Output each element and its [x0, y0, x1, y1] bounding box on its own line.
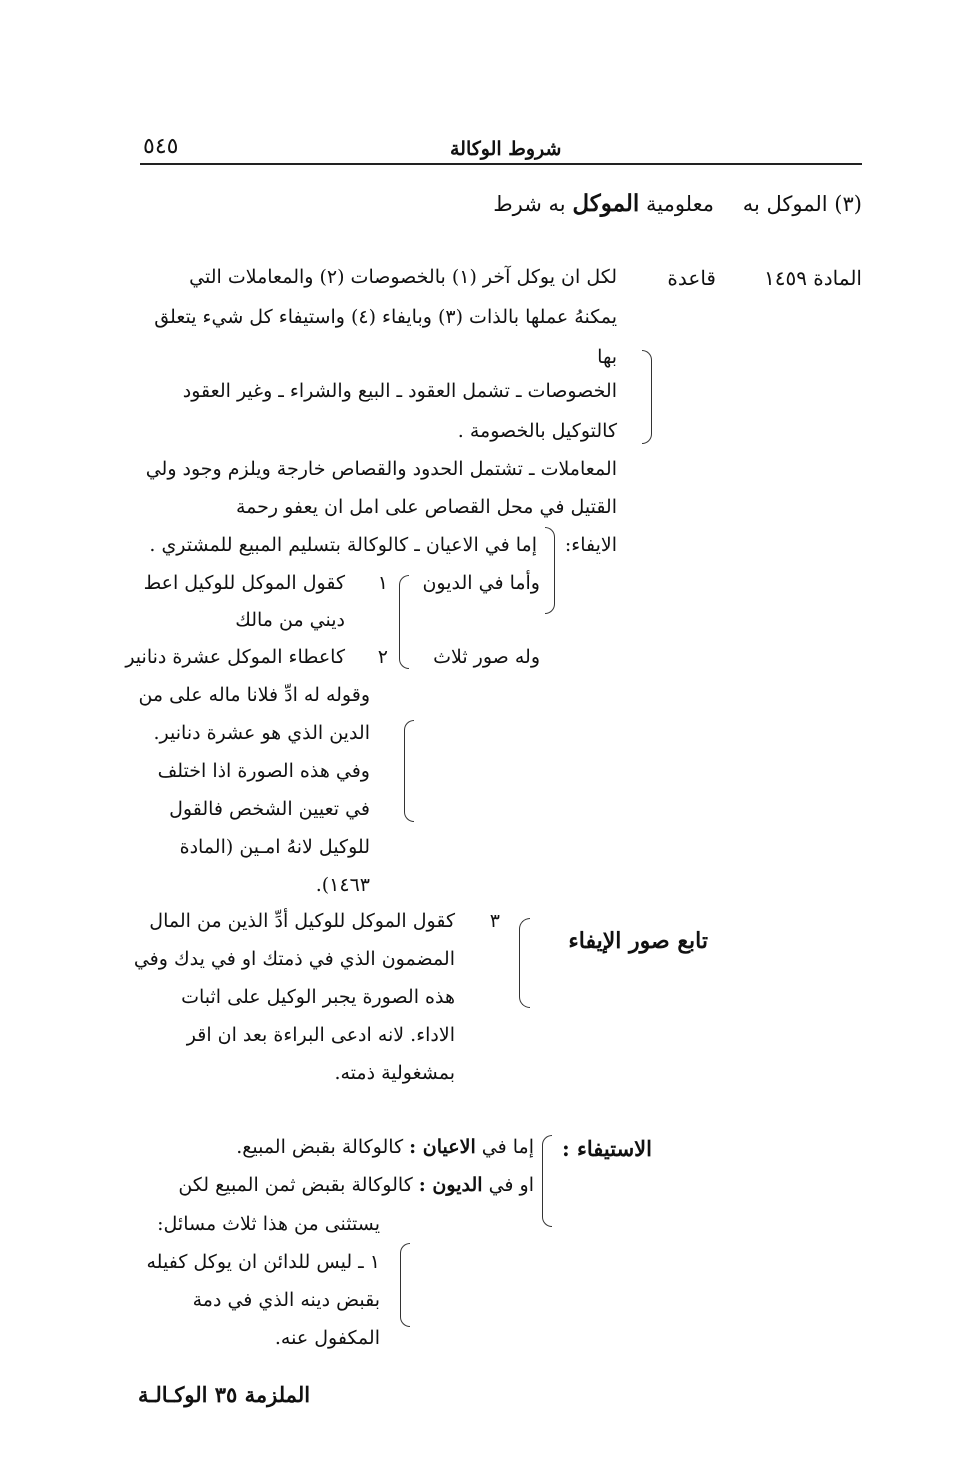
article-line: يمكنهُ عملها بالذات (٣) وبايفاء (٤) واستيفاء كل شيء يتعلق — [154, 306, 617, 328]
brace — [642, 350, 652, 444]
istifa-duyun-word: الديون : — [418, 1174, 483, 1196]
brace — [404, 720, 414, 822]
istifa-line: بقبض دينه الذي في دمة — [192, 1289, 380, 1311]
brace — [545, 527, 555, 614]
section-text-bold: الموكل — [572, 190, 640, 217]
istifa-label: الاستيفاء : — [561, 1136, 652, 1161]
section-text-a: معلومية — [645, 192, 714, 216]
brace — [400, 1243, 410, 1327]
muamalat-line: القتيل في محل القصاص على امل ان يعفو رحمة — [235, 496, 617, 518]
brace — [399, 575, 409, 669]
brace — [542, 1135, 552, 1227]
istifa-line: يستثنى من هذا ثلاث مسائل: — [157, 1213, 380, 1235]
ifa-suwar: وله صور ثلاث — [433, 646, 540, 668]
tabi-line: هذه الصورة يجبر الوكيل على اثبات — [181, 986, 455, 1008]
ifa-duyun: وأما في الديون — [422, 572, 540, 594]
tabi-number: ٣ — [489, 910, 500, 932]
istifa-line: ١ ـ ليس للدائن ان يوكل كفيله — [146, 1251, 380, 1273]
tabi-line: الاداء. لانه ادعى البراءة بعد ان اقر — [186, 1024, 455, 1046]
ifa-case-line: الدين الذي هو عشرة دنانير. — [153, 722, 370, 744]
article-label: المادة ١٤٥٩ — [763, 266, 862, 290]
istifa-aayan-text: كالوكالة بقبض المبيع. — [236, 1136, 404, 1158]
ifa-case-line: وقوله له ادِّ فلانا ماله على من — [138, 684, 370, 706]
khusumat-line: الخصوصات ـ تشمل العقود ـ البيع والشراء ـ وغير العقود — [182, 380, 617, 402]
ifa-case-number: ١ — [377, 572, 388, 594]
page-number: ٥٤٥ — [143, 134, 179, 159]
section-label: (٣) الموكل به — [742, 192, 862, 216]
ifa-aayan: إما في الاعيان ـ كالوكالة بتسليم المبيع للمشتري . — [149, 534, 537, 556]
ifa-case-line: ديني من مالك — [235, 609, 345, 631]
section-text — [493, 192, 714, 215]
istifa-line: المكفول عنه. — [274, 1327, 380, 1349]
ifa-case-number: ٢ — [377, 646, 388, 668]
istifa-duyun-prefix: او في — [488, 1174, 534, 1196]
muamalat-line: المعاملات ـ تشتمل الحدود والقصاص خارجة ويلزم وجود ولي — [145, 458, 617, 480]
ifa-case-line: ١٤٦٣). — [315, 874, 370, 896]
section-text-b: به شرط — [493, 192, 566, 216]
tabi-line: بمشغولية ذمته. — [334, 1062, 455, 1084]
ifa-case-line: في تعيين الشخص فالقول — [169, 798, 370, 820]
ifa-label: الايفاء: — [564, 534, 617, 556]
istifa-aayan-word: الاعيان : — [409, 1136, 476, 1158]
istifa-aayan — [236, 1138, 534, 1157]
ifa-case-line: كاعطاء الموكل عشرة دنانير — [125, 646, 345, 668]
ifa-case-line: للوكيل لانهُ امـين (المادة — [179, 836, 370, 858]
istifa-aayan-prefix: إما في — [481, 1136, 534, 1158]
istifa-duyun-text: كالوكالة بقبض ثمن المبيع لكن — [178, 1174, 413, 1196]
brace — [519, 918, 530, 1008]
article-line: لكل ان يوكل آخر (١) بالخصوصات (٢) والمعاملات التي — [189, 266, 617, 288]
tabi-line: المضمون الذي في ذمتك او في يدك وفي — [133, 948, 455, 970]
ifa-case-line: وفي هذه الصورة اذا اختلف — [157, 760, 370, 782]
header-rule — [140, 163, 862, 165]
ifa-case-line: كقول الموكل للوكيل اعط — [143, 572, 345, 594]
istifa-duyun — [178, 1176, 534, 1195]
khusumat-line: كالتوكيل بالخصومة . — [457, 420, 617, 442]
tabi-line: كقول الموكل للوكيل أدِّ الذين من المال — [149, 910, 455, 932]
article-kind: قاعدة — [667, 266, 716, 290]
article-line: بها — [597, 346, 617, 368]
tabi-label: تابع صور الإيفاء — [568, 928, 708, 954]
footer-signature: الملزمة ٣٥ الوكـالـة — [138, 1382, 311, 1407]
running-title: شروط الوكالة — [450, 138, 562, 160]
